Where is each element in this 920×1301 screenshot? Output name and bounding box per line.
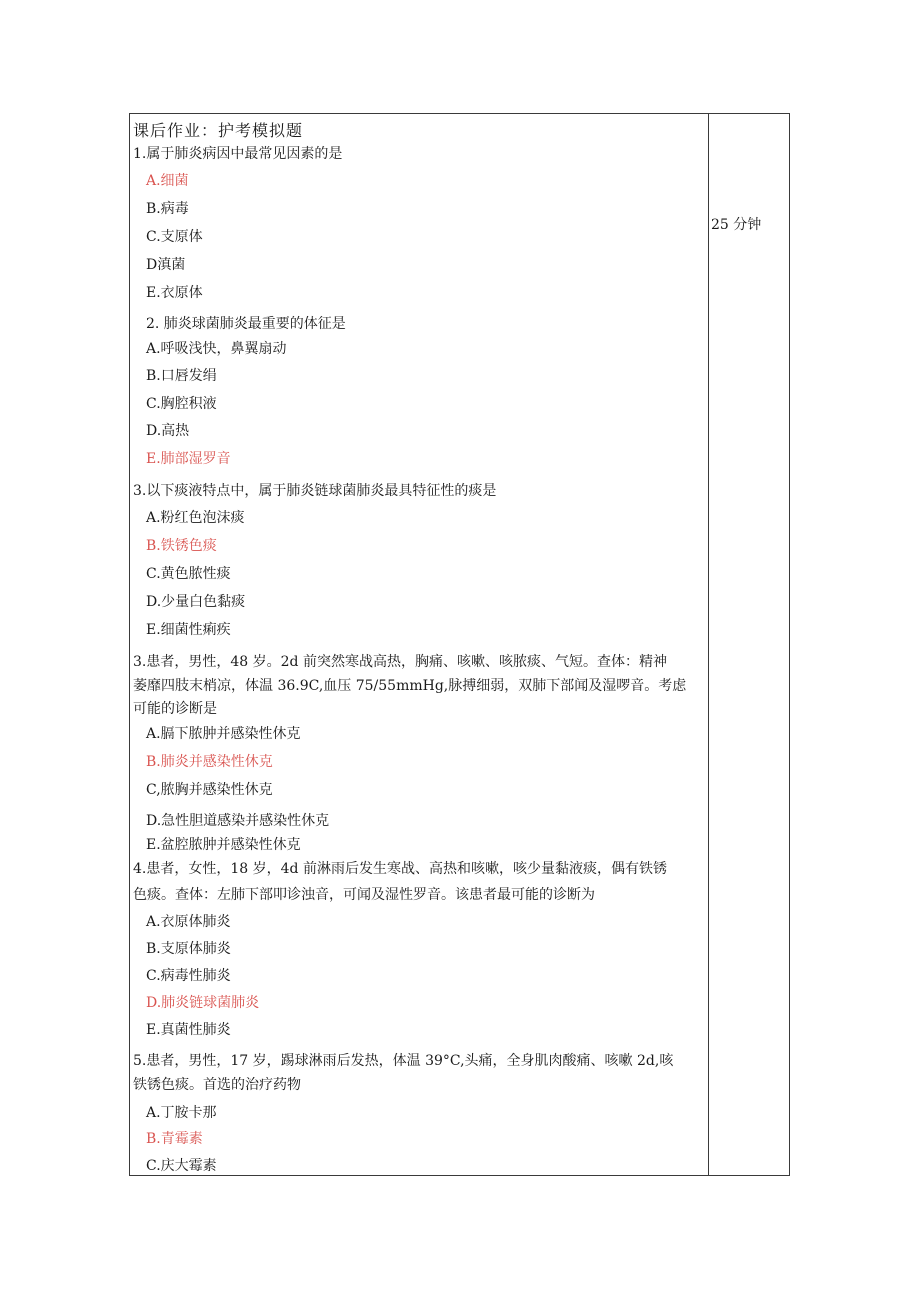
question-1-stem: 1.属于肺炎病因中最常见因素的是 [133,146,343,162]
question-4-option-c: C,脓胸并感染性休克 [146,782,273,798]
question-3-option-d: D.少量白色黏痰 [146,594,246,610]
question-3-option-b-correct: B.铁锈色痰 [146,538,217,554]
question-4-option-e: E.盆腔脓肿并感染性休克 [146,837,301,853]
question-6-stem-line-1: 5.患者，男性，17 岁，踢球淋雨后发热，体温 39°C,头痛，全身肌肉酸痛、咳嗽 2d,咳 [133,1053,674,1069]
question-2-option-e-correct: E.肺部湿罗音 [146,451,231,467]
question-2-option-b: B.口唇发绢 [146,368,217,384]
question-1-option-d: D滇菌 [146,257,186,273]
question-2-option-a: A.呼吸浅快，鼻翼扇动 [146,341,287,357]
question-5-stem-line-1: 4.患者，女性，18 岁，4d 前淋雨后发生寒战、高热和咳嗽，咳少量黏液痰，偶有铁锈 [133,861,667,877]
question-4-stem-line-2: 萎靡四肢末梢凉，体温 36.9C,血压 75/55mmHg,脉搏细弱，双肺下部闻及湿啰音。考虑 [133,678,687,694]
question-3-option-c: C.黄色脓性痰 [146,566,231,582]
question-2-option-d: D.高热 [146,423,190,439]
question-6-option-b-correct: B.青霉素 [146,1131,203,1147]
question-5-option-b: B.支原体肺炎 [146,941,231,957]
question-3-option-e: E.细菌性痢疾 [146,622,231,638]
question-1-option-e: E.衣原体 [146,285,203,301]
question-4-stem-line-1: 3.患者，男性，48 岁。2d 前突然寒战高热，胸痛、咳嗽、咳脓痰、气短。查体：精神 [133,654,667,670]
question-4-stem-line-3: 可能的诊断是 [133,701,217,717]
question-5-option-e: E.真菌性肺炎 [146,1022,231,1038]
question-6-stem-line-2: 铁锈色痰。首选的治疗药物 [133,1077,301,1093]
question-4-option-a: A.膈下脓肿并感染性休克 [146,726,301,742]
question-5-stem-line-2: 色痰。查体：左肺下部叩诊浊音，可闻及湿性罗音。该患者最可能的诊断为 [133,887,595,903]
question-1-option-a-correct: A.细菌 [146,173,189,189]
question-2-stem: 2. 肺炎球菌肺炎最重要的体征是 [146,316,346,332]
question-3-stem: 3.以下痰液特点中，属于肺炎链球菌肺炎最具特征性的痰是 [133,483,497,499]
question-1-option-b: B.病毒 [146,201,189,217]
question-2-option-c: C.胸腔积液 [146,396,217,412]
question-4-option-d: D.急性胆道感染并感染性休克 [146,813,330,829]
time-allocation: 25 分钟 [711,217,762,233]
question-4-option-b-correct: B.肺炎并感染性休克 [146,754,273,770]
question-5-option-a: A.衣原体肺炎 [146,914,231,930]
question-6-option-c: C.庆大霉素 [146,1158,217,1174]
column-divider [708,114,709,1175]
question-3-option-a: A.粉红色泡沫痰 [146,510,245,526]
homework-table [129,113,790,1176]
question-6-option-a: A.丁胺卡那 [146,1105,217,1121]
question-5-option-d-correct: D.肺炎链球菌肺炎 [146,995,260,1011]
question-5-option-c: C.病毒性肺炎 [146,968,231,984]
section-heading: 课后作业：护考模拟题 [133,121,304,140]
question-1-option-c: C.支原体 [146,229,203,245]
